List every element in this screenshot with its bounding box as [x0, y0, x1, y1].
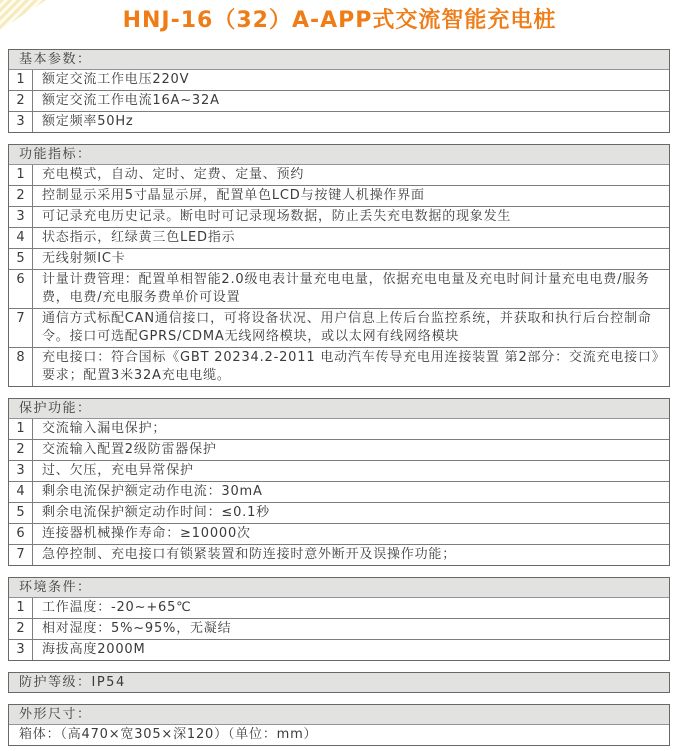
row-text: 剩余电流保护额定动作时间：≤0.1秒	[42, 505, 270, 520]
spec-row	[9, 228, 669, 249]
spec-row	[9, 440, 669, 461]
row-number: 1	[9, 598, 33, 618]
section-basic-params	[8, 49, 670, 133]
row-text: 急停控制、充电接口有锁紧装置和防连接时意外断开及误操作功能；	[42, 547, 457, 562]
spec-row	[9, 91, 669, 112]
section-header-ip-rating: 防护等级：IP54	[9, 673, 669, 692]
spec-row	[9, 503, 669, 524]
row-text: 额定交流工作电流16A~32A	[42, 93, 220, 108]
spec-row	[9, 598, 669, 619]
row-text: 充电模式，自动、定时、定费、定量、预约	[42, 167, 305, 182]
row-text: 交流输入配置2级防雷器保护	[42, 442, 217, 457]
spec-row	[9, 640, 669, 660]
row-number: 3	[9, 207, 33, 227]
row-number: 6	[9, 524, 33, 544]
row-number: 3	[9, 640, 33, 660]
row-text: 通信方式标配CAN通信接口，可将设备状况、用户信息上传后台监控系统，并获取和执行后台控制命令。接口可选配GPRS/CDMA无线网络模块，或以太网有线网络模块	[42, 311, 652, 344]
section-header-protection: 保护功能：	[9, 399, 669, 419]
section-header-dimensions: 外形尺寸：	[9, 705, 669, 725]
spec-row	[9, 619, 669, 640]
row-text: 剩余电流保护额定动作电流：30mA	[42, 484, 263, 499]
section-dimensions	[8, 704, 670, 746]
section-ip-rating	[8, 672, 670, 693]
spec-row	[9, 207, 669, 228]
row-number: 4	[9, 482, 33, 502]
spec-document	[8, 49, 670, 746]
row-number: 1	[9, 165, 33, 185]
spec-row	[9, 270, 669, 309]
row-number: 1	[9, 419, 33, 439]
page-title: HNJ-16（32）A-APP式交流智能充电桩	[122, 8, 557, 33]
row-number: 5	[9, 249, 33, 269]
spec-row	[9, 545, 669, 565]
row-text: 状态指示，红绿黄三色LED指示	[42, 230, 236, 245]
row-text: 可记录充电历史记录。断电时可记录现场数据，防止丢失充电数据的现象发生	[42, 209, 512, 224]
row-number: 2	[9, 619, 33, 639]
spec-row	[9, 165, 669, 186]
section-header-basic-params: 基本参数：	[9, 50, 669, 70]
row-text: 额定交流工作电压220V	[42, 72, 190, 87]
spec-row	[9, 112, 669, 132]
row-number: 2	[9, 440, 33, 460]
section-environment	[8, 577, 670, 661]
row-number: 7	[9, 309, 33, 347]
spec-row	[9, 70, 669, 91]
row-text: 额定频率50Hz	[42, 114, 134, 129]
row-number: 6	[9, 270, 33, 308]
spec-row	[9, 309, 669, 348]
spec-row	[9, 461, 669, 482]
spec-row	[9, 524, 669, 545]
row-number: 4	[9, 228, 33, 248]
row-number: 3	[9, 461, 33, 481]
row-number: 8	[9, 348, 33, 386]
row-text: 连接器机械操作寿命：≥10000次	[42, 526, 251, 541]
row-text: 充电接口：符合国标《GBT 20234.2-2011 电动汽车传导充电用连接装置 第2部分：交流充电接口》要求；配置3米32A充电电缆。	[42, 350, 660, 383]
row-text: 过、欠压，充电异常保护	[42, 463, 194, 478]
row-text: 相对湿度：5%~95%，无凝结	[42, 621, 232, 636]
row-number: 2	[9, 186, 33, 206]
row-number: 7	[9, 545, 33, 565]
row-number: 1	[9, 70, 33, 90]
spec-row	[9, 348, 669, 386]
row-number: 2	[9, 91, 33, 111]
row-number: 3	[9, 112, 33, 132]
row-number: 5	[9, 503, 33, 523]
spec-row	[9, 249, 669, 270]
spec-row	[9, 419, 669, 440]
section-function-specs	[8, 144, 670, 387]
row-text: 交流输入漏电保护；	[42, 421, 167, 436]
row-text: 无线射频IC卡	[42, 251, 126, 266]
row-text: 箱体：（高470×宽305×深120）（单位：mm）	[19, 727, 318, 742]
section-protection	[8, 398, 670, 566]
section-header-environment: 环境条件：	[9, 578, 669, 598]
spec-row	[9, 482, 669, 503]
spec-row	[9, 725, 669, 745]
row-text: 控制显示采用5寸晶显示屏，配置单色LCD与按键人机操作界面	[42, 188, 425, 203]
row-text: 海拔高度2000M	[42, 642, 146, 657]
spec-row	[9, 186, 669, 207]
section-header-function-specs: 功能指标：	[9, 145, 669, 165]
row-text: 计量计费管理：配置单相智能2.0级电表计量充电电量，依据充电电量及充电时间计量充电电费/服务费，电费/充电服务费单价可设置	[42, 272, 650, 305]
row-text: 工作温度：-20~+65℃	[42, 600, 192, 615]
